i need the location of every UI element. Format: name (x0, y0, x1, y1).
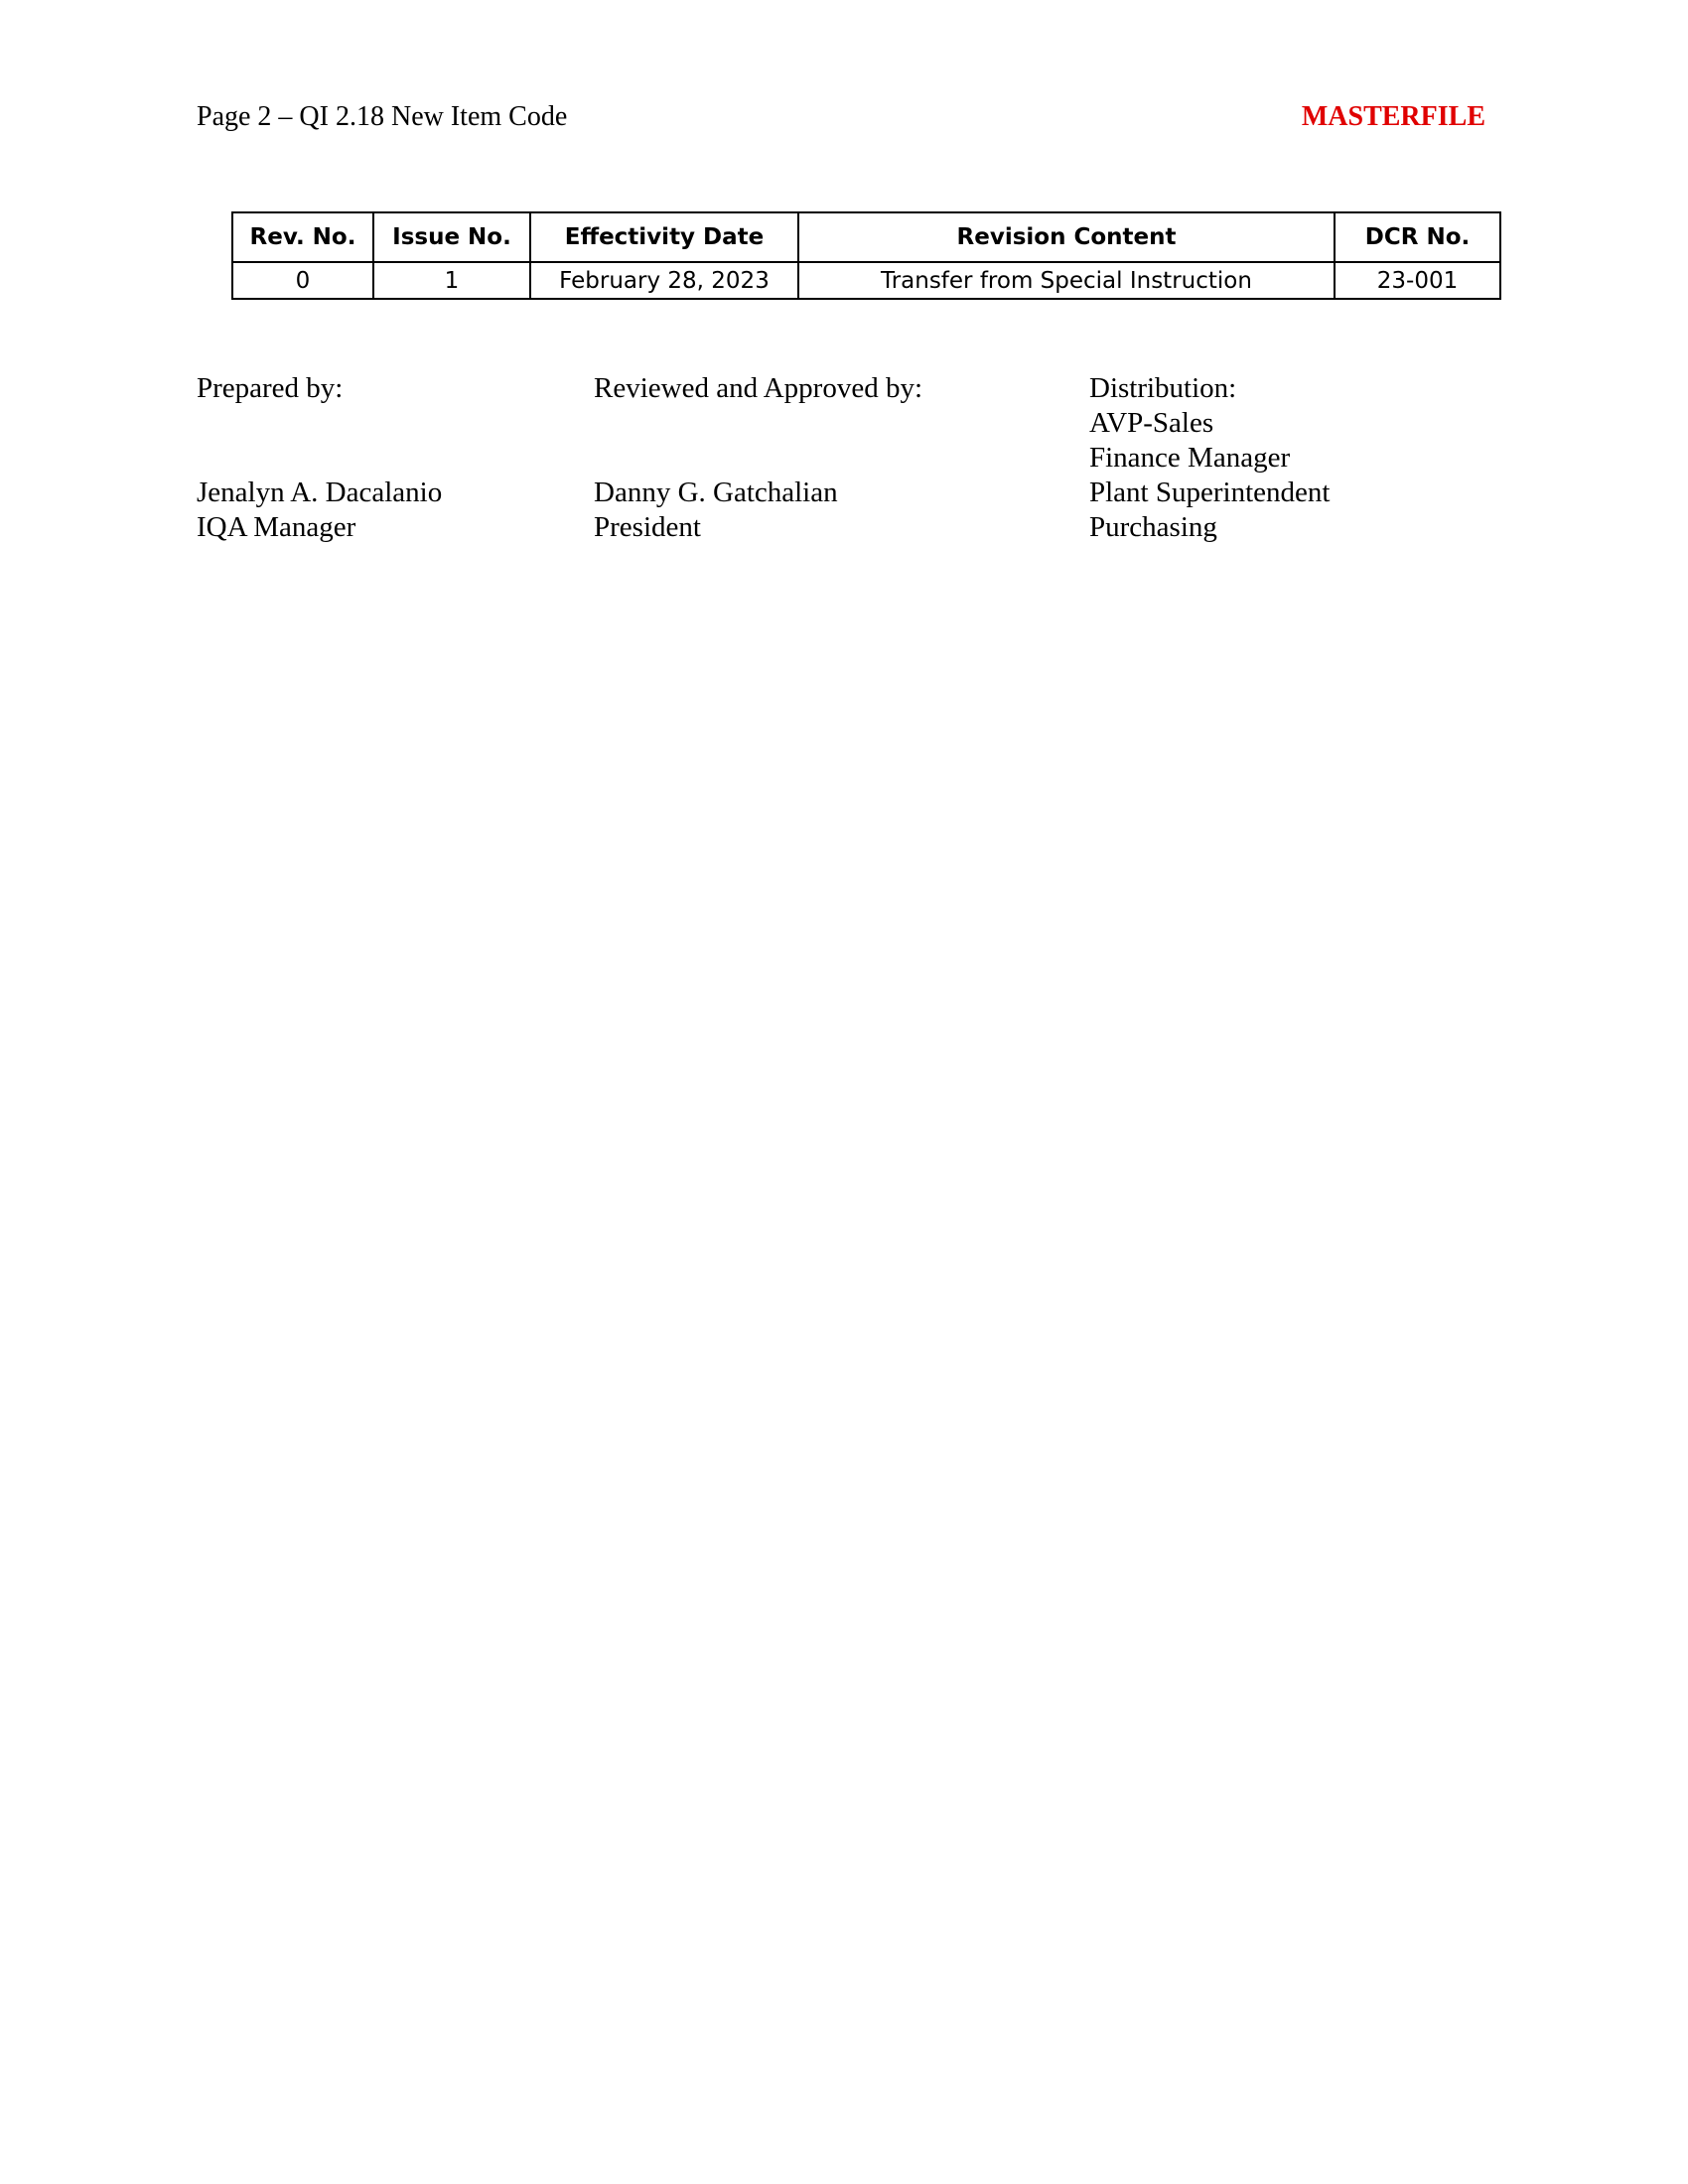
cell-effectivity-date: February 28, 2023 (530, 262, 798, 299)
reviewed-by-name: Danny G. Gatchalian (594, 477, 838, 508)
signature-space (594, 406, 922, 476)
distribution-label: Distribution: (1089, 372, 1237, 404)
column-header-rev-no: Rev. No. (232, 212, 373, 262)
page-title: Page 2 – QI 2.18 New Item Code (197, 101, 568, 132)
distribution-item: Finance Manager (1089, 442, 1291, 474)
signature-space (197, 406, 442, 476)
prepared-by-block (197, 371, 442, 545)
cell-dcr-no: 23-001 (1335, 262, 1500, 299)
cell-revision-content: Transfer from Special Instruction (798, 262, 1335, 299)
prepared-by-name: Jenalyn A. Dacalanio (197, 477, 443, 508)
distribution-block (1089, 371, 1330, 545)
prepared-by-label: Prepared by: (197, 372, 344, 404)
distribution-item: Plant Superintendent (1089, 477, 1331, 508)
table-row (232, 262, 1500, 299)
distribution-item: AVP-Sales (1089, 407, 1214, 439)
page-header (197, 97, 1485, 137)
reviewed-by-title: President (594, 511, 701, 543)
column-header-issue-no: Issue No. (373, 212, 530, 262)
cell-rev-no: 0 (232, 262, 373, 299)
column-header-revision-content: Revision Content (798, 212, 1335, 262)
reviewed-by-block (594, 371, 922, 545)
table-header-row (232, 212, 1500, 262)
prepared-by-title: IQA Manager (197, 511, 356, 543)
distribution-item: Purchasing (1089, 511, 1217, 543)
masterfile-stamp: MASTERFILE (1301, 101, 1485, 132)
reviewed-by-label: Reviewed and Approved by: (594, 372, 923, 404)
column-header-dcr-no: DCR No. (1335, 212, 1500, 262)
cell-issue-no: 1 (373, 262, 530, 299)
column-header-effectivity-date: Effectivity Date (530, 212, 798, 262)
revision-history-table (231, 211, 1501, 300)
